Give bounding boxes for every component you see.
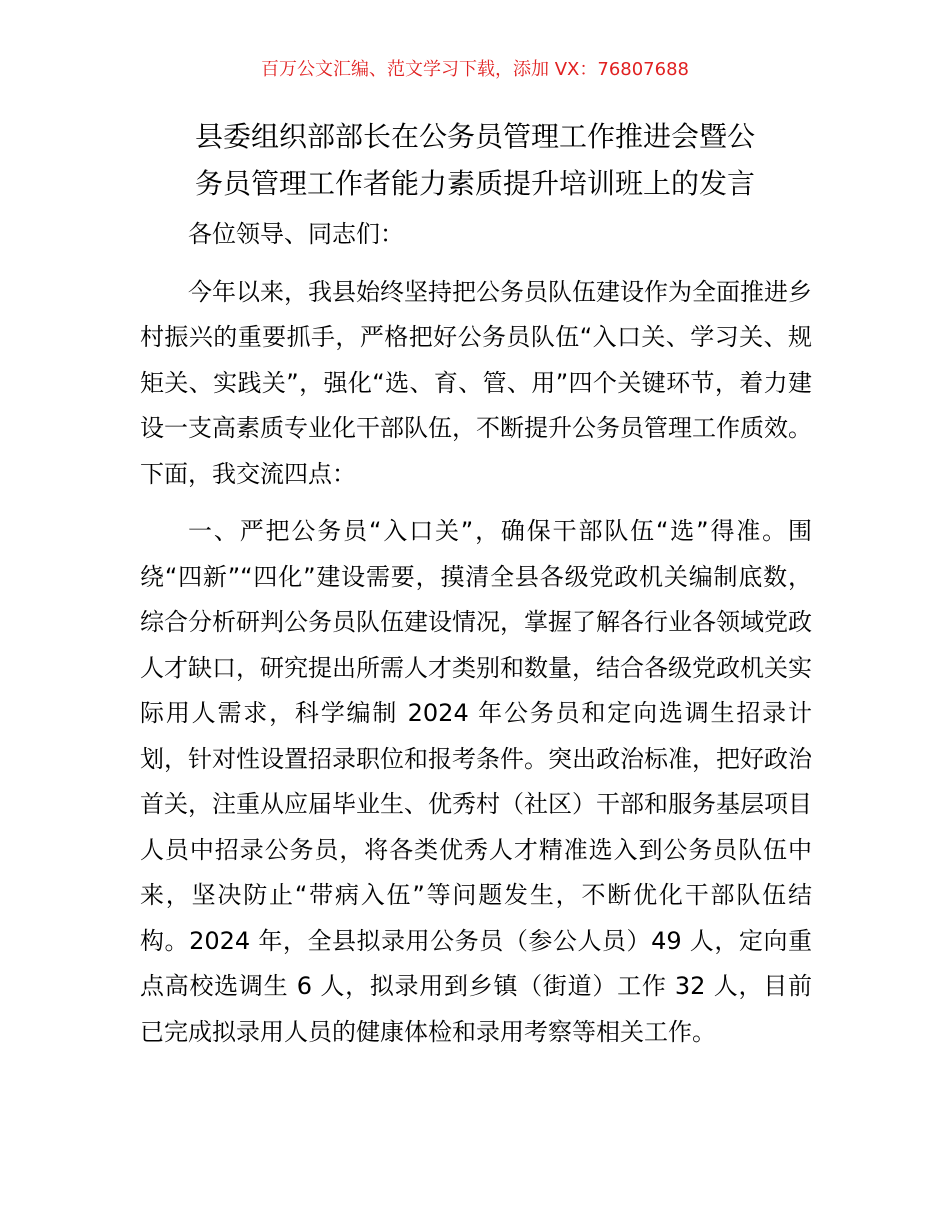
- salutation: 各位领导、同志们：: [188, 220, 404, 248]
- document-title: [140, 113, 810, 207]
- paragraph-section-1: 一、严把公务员“入口关”，确保干部队伍“选”得准。围绕“四新”“四化”建设需要，摸清全县各级党政机关编制底数，综合分析研判公务员队伍建设情况，掌握了解各行业各领域党政人才缺口，研究提出所需人才类别和数量，结合各级党政机关实际用人需求，科学编制 2024 年公务员和定向选调生招录计划，针对性设置招录职位和报考条件。突出政治标准，把好政治首关，注重从应届毕业生、优秀村（社区）干部和服务基层项目人员中招录公务员，将各类优秀人才精准选入到公务员队伍中来，坚决防止“带病入伍”等问题发生，不断优化干部队伍结构。2024 年，全县拟录用公务员（参公人员）49 人，定向重点高校选调生 6 人，拟录用到乡镇（街道）工作 32 人，目前已完成拟录用人员的健康体检和录用考察等相关工作。: [140, 517, 812, 1046]
- document-body: [140, 212, 812, 1055]
- paragraph-intro: 今年以来，我县始终坚持把公务员队伍建设作为全面推进乡村振兴的重要抓手，严格把好公务员队伍“入口关、学习关、规矩关、实践关”，强化“选、育、管、用”四个关键环节，着力建设一支高素质专业化干部队伍，不断提升公务员管理工作质效。下面，我交流四点：: [140, 277, 812, 488]
- header-promo-note: 百万公文汇编、范文学习下载，添加 VX：76807688: [261, 59, 689, 80]
- title-line-2: 务员管理工作者能力素质提升培训班上的发言: [194, 167, 755, 200]
- title-line-1: 县委组织部部长在公务员管理工作推进会暨公: [194, 120, 755, 153]
